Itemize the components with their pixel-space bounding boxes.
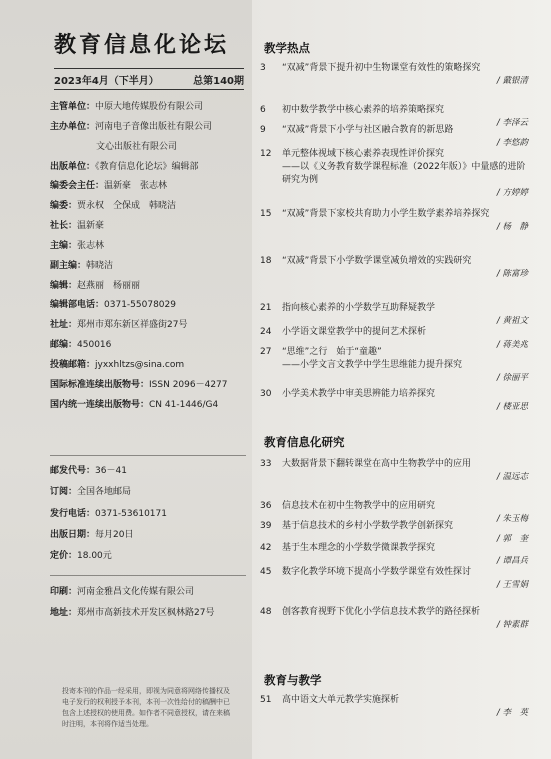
info-value: 36－41 xyxy=(95,466,127,476)
page-number: 12 xyxy=(260,149,272,159)
toc-entry[interactable] xyxy=(260,302,528,327)
info-label: 编委： xyxy=(50,201,78,212)
article-author: / 戴银清 xyxy=(496,76,528,87)
article-title: 单元整体视域下核心素养表现性评价探究 xyxy=(282,149,445,159)
info-label: 邮发代号： xyxy=(50,466,96,476)
info-label: 社址： xyxy=(50,320,78,331)
info-value: 河南电子音像出版社有限公司 xyxy=(95,121,213,132)
article-author: / 黄祖文 xyxy=(496,316,528,327)
article-author: / 温远志 xyxy=(496,472,528,483)
article-title: 创客教育视野下优化小学信息技术教学的路径探析 xyxy=(282,607,481,617)
info-row xyxy=(50,221,250,232)
info-value: 河南金雅昌文化传媒有限公司 xyxy=(77,587,195,597)
page-number: 30 xyxy=(260,389,272,399)
page-number: 33 xyxy=(260,459,272,469)
info-row xyxy=(50,380,250,391)
info-value: 每月20日 xyxy=(95,529,134,540)
info-row xyxy=(50,122,250,133)
page-number: 18 xyxy=(260,256,272,266)
page-number: 9 xyxy=(260,125,266,135)
info-row xyxy=(50,102,250,113)
info-label: 编辑部电话： xyxy=(50,300,105,311)
info-value: 450016 xyxy=(77,340,112,351)
article-title: 指向核心素养的小学数学互助释疑教学 xyxy=(282,303,436,313)
toc-entry[interactable] xyxy=(260,208,528,233)
article-author: / 蒋美兆 xyxy=(496,340,528,351)
info-row xyxy=(50,466,250,477)
info-label: 出版日期： xyxy=(50,529,96,540)
info-label: 印刷： xyxy=(50,587,78,597)
info-label: 社长： xyxy=(50,221,78,232)
page-number: 48 xyxy=(260,607,272,617)
info-row xyxy=(50,551,250,562)
divider xyxy=(50,575,246,576)
article-author: / 钟素群 xyxy=(496,620,528,631)
info-row xyxy=(50,587,250,598)
info-row xyxy=(50,201,250,212)
article-author: / 方婷婷 xyxy=(496,188,528,199)
page-number: 36 xyxy=(260,501,272,511)
info-label: 发行电话： xyxy=(50,508,96,519)
info-label: 投稿邮箱： xyxy=(50,359,96,370)
info-row xyxy=(50,241,250,252)
article-author: / 朱玉梅 xyxy=(496,514,528,525)
article-author: / 徐丽平 xyxy=(496,373,528,384)
article-title: 高中语文大单元教学实施探析 xyxy=(282,695,400,705)
info-label: 邮编： xyxy=(50,340,78,351)
toc-entry[interactable] xyxy=(260,388,528,413)
info-row xyxy=(50,281,250,292)
toc-entry[interactable] xyxy=(260,346,528,384)
toc-entry[interactable] xyxy=(260,606,528,631)
info-row xyxy=(50,340,250,351)
toc-entry[interactable] xyxy=(260,255,528,280)
info-value: 0371-53610171 xyxy=(95,508,167,519)
page-number: 6 xyxy=(260,105,266,115)
article-title: 小学语文课堂教学中的提问艺术探析 xyxy=(282,327,427,337)
article-author: / 杨 静 xyxy=(496,222,528,233)
info-row xyxy=(50,400,250,411)
info-value: 《教育信息化论坛》编辑部 xyxy=(95,161,199,172)
copyright-notice: 投寄本刊的作品一经采用，即视为同意将网络传播权及电子发行的权利授予本刊，本刊一次性给付的稿酬中已包含上述授权的使用费。如作者不同意授权，请在来稿时注明，本刊将作适当处理。 xyxy=(62,687,230,728)
info-value: jyxxhltzs@sina.com xyxy=(95,359,185,370)
toc-entry[interactable] xyxy=(260,566,528,591)
article-title: 信息技术在初中生物教学中的应用研究 xyxy=(282,501,436,511)
distribution-info xyxy=(50,466,250,572)
article-author: / 王雪娟 xyxy=(496,580,528,591)
article-author: / 李 英 xyxy=(496,708,528,719)
info-label: 主办单位： xyxy=(50,121,96,132)
toc-entry[interactable] xyxy=(260,694,528,719)
info-value: 张志林 xyxy=(77,240,105,251)
info-row xyxy=(50,320,250,331)
info-value: 文心出版社有限公司 xyxy=(96,141,178,152)
info-value: 18.00元 xyxy=(77,551,112,561)
masthead-column xyxy=(0,0,252,759)
toc-entry[interactable] xyxy=(260,148,528,199)
article-title: 初中数学教学中核心素养的培养策略探究 xyxy=(282,105,445,115)
info-value: 全国各地邮局 xyxy=(77,487,132,498)
info-row xyxy=(50,300,250,311)
info-label: 主编： xyxy=(50,240,78,251)
info-label: 国内统一连续出版物号： xyxy=(50,399,150,410)
info-row xyxy=(50,162,250,173)
toc-entry[interactable] xyxy=(260,62,528,87)
info-value: 赵燕丽 杨丽丽 xyxy=(77,280,141,291)
page-number: 27 xyxy=(260,347,272,357)
printing-info xyxy=(50,587,250,630)
contents-column xyxy=(252,0,551,759)
info-value: 温新豪 张志林 xyxy=(104,181,168,192)
section-heading: 教学热点 xyxy=(264,41,310,55)
info-value: 郑州市郑东新区祥盛街27号 xyxy=(77,320,188,331)
page-number: 45 xyxy=(260,567,272,577)
info-value: 郑州市高新技术开发区枫林路27号 xyxy=(77,608,215,619)
article-title: 基于生本理念的小学数学微课教学探究 xyxy=(282,543,436,553)
article-title: “思维”之行 始于“童趣” xyxy=(282,347,382,357)
article-title: 数字化教学环境下提高小学数学课堂有效性探讨 xyxy=(282,567,472,577)
page-number: 15 xyxy=(260,209,272,219)
issue-date: 2023年4月（下半月） xyxy=(54,76,159,87)
info-value: 0371-55078029 xyxy=(104,300,176,311)
article-author: / 陈富珍 xyxy=(496,269,528,280)
info-value: 中原大地传媒股份有限公司 xyxy=(95,102,204,112)
toc-entry[interactable] xyxy=(260,542,528,567)
info-value: 贾永权 仝保成 韩晓洁 xyxy=(77,201,177,212)
info-label: 地址： xyxy=(50,608,78,619)
info-row xyxy=(50,509,250,520)
article-title: 基于信息技术的乡村小学数学教学创新探究 xyxy=(282,521,454,531)
info-value: ISSN 2096－4277 xyxy=(149,379,228,390)
info-row xyxy=(50,181,250,192)
info-row xyxy=(50,261,250,272)
section-heading: 教育与教学 xyxy=(264,673,322,687)
issue-line xyxy=(54,68,244,90)
info-label: 出版单位： xyxy=(50,161,96,172)
article-subtitle: ——以《义务教育数学课程标准（2022年版）》中量感的进阶研究为例 xyxy=(282,162,526,186)
article-author: / 郭 奎 xyxy=(496,534,528,545)
section-heading: 教育信息化研究 xyxy=(264,435,345,449)
info-label: 国际标准连续出版物号： xyxy=(50,379,150,390)
info-label: 编委会主任： xyxy=(50,181,105,192)
article-title: “双减”背景下家校共育助力小学生数学素养培养探究 xyxy=(282,209,490,219)
toc-entry[interactable] xyxy=(260,458,528,483)
info-label: 定价： xyxy=(50,551,78,561)
info-value: 韩晓洁 xyxy=(86,260,114,271)
info-row xyxy=(50,360,250,371)
page-number: 51 xyxy=(260,695,272,705)
info-row xyxy=(50,530,250,541)
info-label: 订阅： xyxy=(50,487,78,498)
article-author: / 李悠韵 xyxy=(496,138,528,149)
page-number: 24 xyxy=(260,327,272,337)
article-author: / 楼亚思 xyxy=(496,402,528,413)
article-author: / 谭昌兵 xyxy=(496,556,528,567)
article-title: “双减”背景下提升初中生物课堂有效性的策略探究 xyxy=(282,63,481,73)
article-author: / 李泽云 xyxy=(496,118,528,129)
page-number: 21 xyxy=(260,303,272,313)
info-row xyxy=(50,142,250,153)
info-value: CN 41-1446/G4 xyxy=(149,399,219,410)
divider xyxy=(50,455,246,456)
article-title: “双减”背景下小学数学课堂减负增效的实践研究 xyxy=(282,256,472,266)
toc-entry[interactable] xyxy=(260,124,528,149)
issue-number: 总第140期 xyxy=(193,76,244,87)
info-label: 主管单位： xyxy=(50,102,96,112)
article-title: 小学美术教学中审美思辨能力培养探究 xyxy=(282,389,436,399)
article-subtitle: ——小学文言文教学中学生思维能力提升探究 xyxy=(282,360,463,371)
magazine-title: 教育信息化论坛 xyxy=(54,32,230,58)
info-row xyxy=(50,608,250,619)
info-label: 副主编： xyxy=(50,260,87,271)
page-number: 39 xyxy=(260,521,272,531)
article-title: 大数据背景下翻转课堂在高中生物教学中的应用 xyxy=(282,459,472,469)
info-label: 编辑： xyxy=(50,280,78,291)
publisher-info xyxy=(50,102,250,420)
info-value: 温新豪 xyxy=(77,221,105,232)
info-row xyxy=(50,487,250,498)
article-title: “双减”背景下小学与社区融合教育的新思路 xyxy=(282,125,454,135)
page-number: 3 xyxy=(260,63,266,73)
page-number: 42 xyxy=(260,543,272,553)
